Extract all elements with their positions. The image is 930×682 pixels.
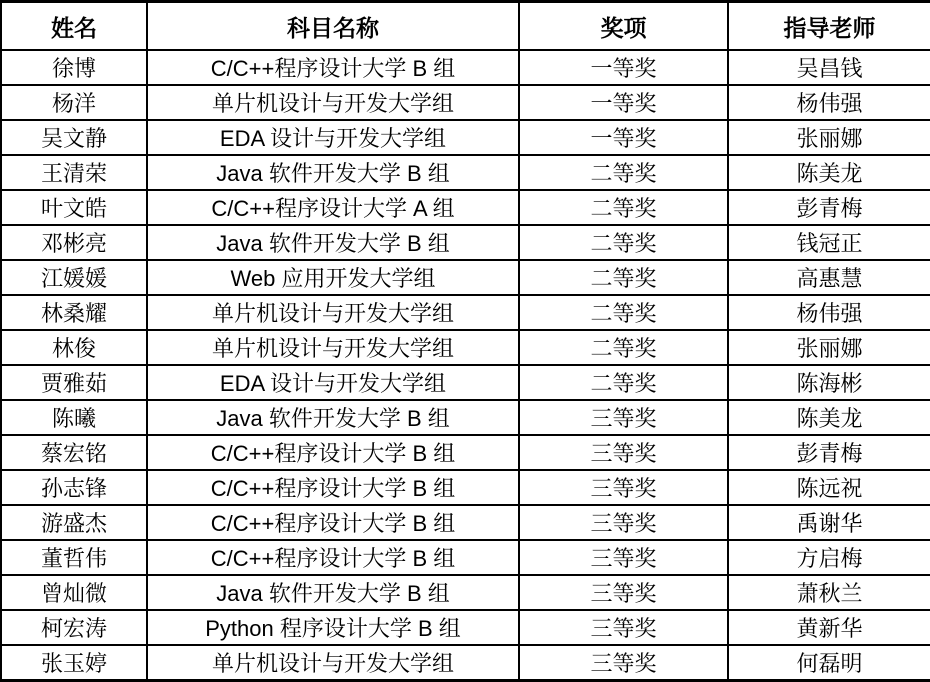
name-cell: 蔡宏铭 [1, 435, 147, 470]
advisor-cell: 黄新华 [728, 610, 930, 645]
name-cell: 徐博 [1, 50, 147, 85]
name-cell: 江媛媛 [1, 260, 147, 295]
header-name: 姓名 [1, 2, 147, 51]
advisor-cell: 禹谢华 [728, 505, 930, 540]
award-cell: 二等奖 [519, 330, 728, 365]
name-cell: 张玉婷 [1, 645, 147, 681]
award-cell: 三等奖 [519, 400, 728, 435]
table-row [1, 400, 930, 435]
table-row [1, 155, 930, 190]
table-row [1, 645, 930, 681]
subject-cell: EDA 设计与开发大学组 [147, 120, 519, 155]
subject-cell: 单片机设计与开发大学组 [147, 85, 519, 120]
name-cell: 林俊 [1, 330, 147, 365]
award-cell: 三等奖 [519, 435, 728, 470]
subject-cell: C/C++程序设计大学 A 组 [147, 190, 519, 225]
advisor-cell: 何磊明 [728, 645, 930, 681]
award-cell: 三等奖 [519, 505, 728, 540]
name-cell: 陈曦 [1, 400, 147, 435]
header-award: 奖项 [519, 2, 728, 51]
subject-cell: Java 软件开发大学 B 组 [147, 225, 519, 260]
subject-cell: Java 软件开发大学 B 组 [147, 575, 519, 610]
name-cell: 孙志锋 [1, 470, 147, 505]
advisor-cell: 陈远祝 [728, 470, 930, 505]
advisor-cell: 杨伟强 [728, 295, 930, 330]
advisor-cell: 高惠慧 [728, 260, 930, 295]
award-cell: 三等奖 [519, 470, 728, 505]
award-cell: 三等奖 [519, 645, 728, 681]
award-cell: 三等奖 [519, 610, 728, 645]
subject-cell: EDA 设计与开发大学组 [147, 365, 519, 400]
table-row [1, 225, 930, 260]
advisor-cell: 方启梅 [728, 540, 930, 575]
subject-cell: C/C++程序设计大学 B 组 [147, 505, 519, 540]
award-cell: 一等奖 [519, 85, 728, 120]
table-row [1, 295, 930, 330]
subject-cell: Java 软件开发大学 B 组 [147, 400, 519, 435]
subject-cell: C/C++程序设计大学 B 组 [147, 50, 519, 85]
advisor-cell: 彭青梅 [728, 435, 930, 470]
table-row [1, 505, 930, 540]
header-subject: 科目名称 [147, 2, 519, 51]
award-cell: 三等奖 [519, 540, 728, 575]
subject-cell: Java 软件开发大学 B 组 [147, 155, 519, 190]
subject-cell: Python 程序设计大学 B 组 [147, 610, 519, 645]
table-body [1, 50, 930, 681]
award-cell: 一等奖 [519, 120, 728, 155]
table-row [1, 85, 930, 120]
table-row [1, 190, 930, 225]
subject-cell: 单片机设计与开发大学组 [147, 330, 519, 365]
advisor-cell: 张丽娜 [728, 330, 930, 365]
name-cell: 曾灿微 [1, 575, 147, 610]
name-cell: 叶文皓 [1, 190, 147, 225]
header-row [1, 2, 930, 51]
subject-cell: C/C++程序设计大学 B 组 [147, 540, 519, 575]
subject-cell: 单片机设计与开发大学组 [147, 645, 519, 681]
table-row [1, 50, 930, 85]
advisor-cell: 陈美龙 [728, 400, 930, 435]
name-cell: 杨洋 [1, 85, 147, 120]
award-cell: 三等奖 [519, 575, 728, 610]
name-cell: 游盛杰 [1, 505, 147, 540]
table-row [1, 365, 930, 400]
table-row [1, 260, 930, 295]
name-cell: 吴文静 [1, 120, 147, 155]
subject-cell: C/C++程序设计大学 B 组 [147, 470, 519, 505]
advisor-cell: 陈美龙 [728, 155, 930, 190]
name-cell: 邓彬亮 [1, 225, 147, 260]
award-cell: 二等奖 [519, 225, 728, 260]
table-row [1, 470, 930, 505]
table-row [1, 575, 930, 610]
award-cell: 二等奖 [519, 190, 728, 225]
advisor-cell: 彭青梅 [728, 190, 930, 225]
name-cell: 董哲伟 [1, 540, 147, 575]
award-cell: 二等奖 [519, 260, 728, 295]
advisor-cell: 吴昌钱 [728, 50, 930, 85]
award-cell: 一等奖 [519, 50, 728, 85]
table-row [1, 120, 930, 155]
table-header [1, 2, 930, 51]
table-row [1, 540, 930, 575]
award-cell: 二等奖 [519, 365, 728, 400]
advisor-cell: 萧秋兰 [728, 575, 930, 610]
advisor-cell: 陈海彬 [728, 365, 930, 400]
advisor-cell: 张丽娜 [728, 120, 930, 155]
advisor-cell: 杨伟强 [728, 85, 930, 120]
name-cell: 柯宏涛 [1, 610, 147, 645]
award-cell: 二等奖 [519, 155, 728, 190]
subject-cell: Web 应用开发大学组 [147, 260, 519, 295]
subject-cell: C/C++程序设计大学 B 组 [147, 435, 519, 470]
subject-cell: 单片机设计与开发大学组 [147, 295, 519, 330]
name-cell: 林桑耀 [1, 295, 147, 330]
table-row [1, 435, 930, 470]
table-row [1, 610, 930, 645]
advisor-cell: 钱冠正 [728, 225, 930, 260]
name-cell: 王清荣 [1, 155, 147, 190]
award-cell: 二等奖 [519, 295, 728, 330]
table-row [1, 330, 930, 365]
header-advisor: 指导老师 [728, 2, 930, 51]
name-cell: 贾雅茹 [1, 365, 147, 400]
